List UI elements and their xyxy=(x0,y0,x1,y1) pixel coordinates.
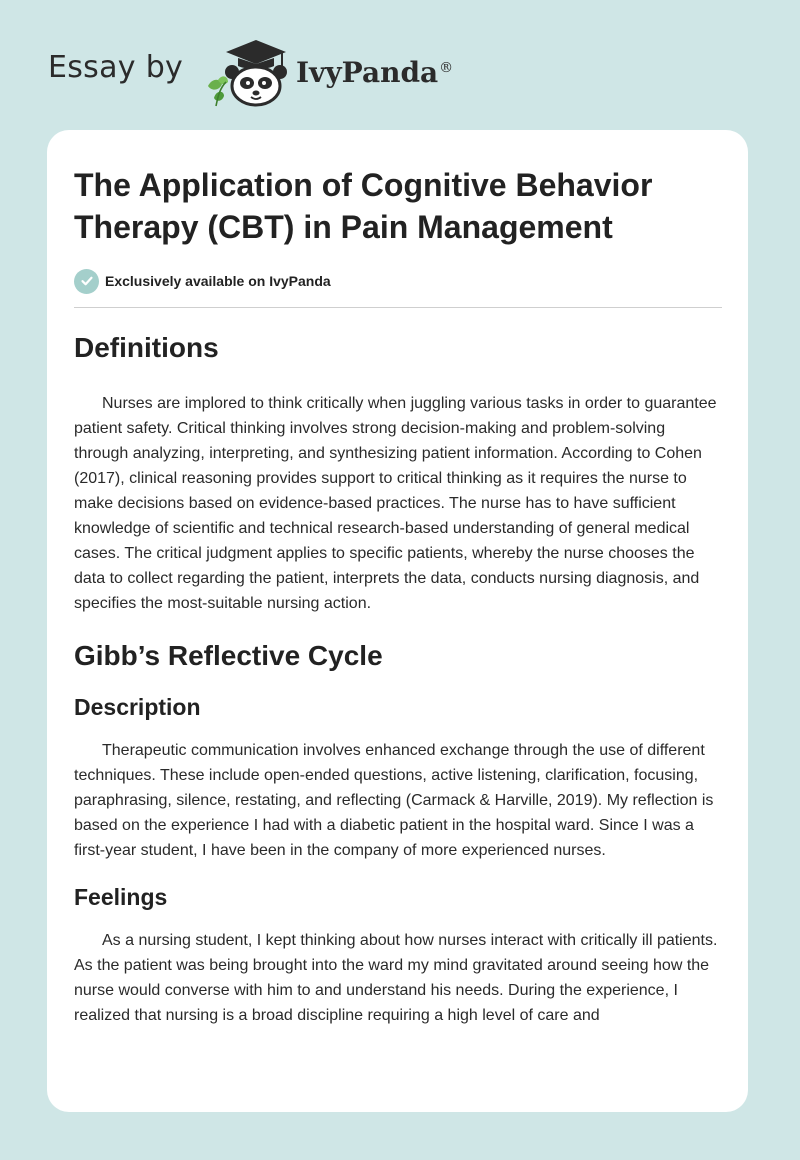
essay-by-label: Essay by xyxy=(48,50,184,85)
ivy-leaf-icon xyxy=(208,76,228,106)
heading-description: Description xyxy=(74,694,201,720)
heading-definitions: Definitions xyxy=(74,332,219,363)
paragraph-feelings: As a nursing student, I kept thinking about how nurses interact with critically ill patients. As the patient was being brought into the ward my mind gravitated around seeing how the nurse would converse with him to and understand his needs. During the experience, I realized that nursing is a broad discipline requiring a high level of care and xyxy=(74,932,718,1024)
check-circle-icon xyxy=(74,269,99,294)
paragraph-definitions: Nurses are implored to think critically when juggling various tasks in order to guarantee patient safety. Critical thinking involves strong decision-making and problem-solving through analyzing, interpreting, and synthesizing patient information. According to Cohen (2017), clinical reasoning provides support to critical thinking as it requires the nurse to make decisions based on evidence-based practices. The nurse has to have sufficient knowledge of scientific and technical research-based understanding of general medical cases. The critical judgment applies to specific patients, whereby the nurse chooses the data to collect regarding the patient, interprets the data, conducts nursing diagnosis, and specifies the most-suitable nursing action. xyxy=(74,395,717,612)
essay-card xyxy=(47,130,748,1112)
paragraph-description: Therapeutic communication involves enhanced exchange through the use of different techniques. These include open-ended questions, active listening, clarification, focusing, paraphrasing, silence, restating, and reflecting (Carmack & Harville, 2019). My reflection is based on the experience I had with a diabetic patient in the hospital ward. Since I was a first-year student, I have been in the company of more experienced nurses. xyxy=(74,742,714,859)
title-divider xyxy=(74,307,722,308)
registered-mark: ® xyxy=(439,59,454,76)
panda-logo-icon[interactable] xyxy=(202,36,294,108)
heading-gibbs-reflective-cycle: Gibb’s Reflective Cycle xyxy=(74,640,383,671)
brand-name[interactable] xyxy=(296,56,453,89)
brand-text: IvyPanda xyxy=(296,56,439,89)
essay-content xyxy=(74,164,722,1028)
exclusive-label: Exclusively available on IvyPanda xyxy=(105,273,331,289)
heading-feelings: Feelings xyxy=(74,884,168,910)
essay-title: The Application of Cognitive Behavior Therapy (CBT) in Pain Management xyxy=(74,167,653,245)
site-header xyxy=(48,36,468,106)
exclusive-badge xyxy=(74,268,722,294)
